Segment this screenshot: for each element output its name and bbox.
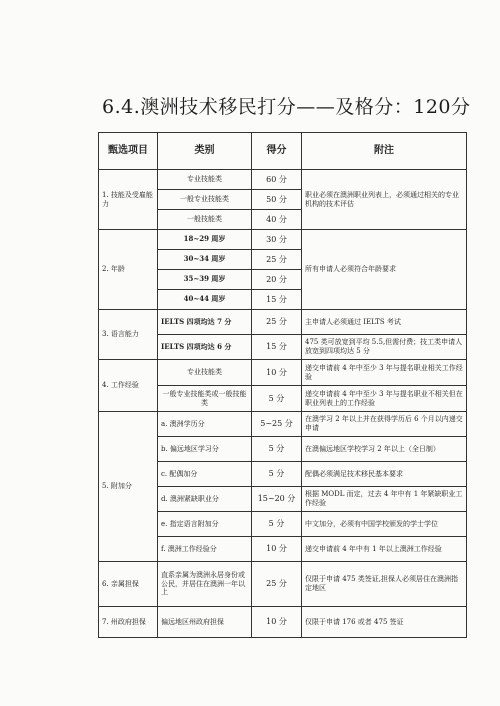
note-cell: 475 类可放宽到平均 5.5,但需付费；技工类申请人放宽到四项均达 5 分: [302, 335, 467, 360]
category-cell: e. 指定语言附加分: [158, 512, 252, 537]
note-cell: 中文加分，必须有中国学校颁发的学士学位: [302, 512, 467, 537]
item-cell: 7. 州政府担保: [99, 607, 158, 638]
item-cell: 3. 语言能力: [99, 310, 158, 360]
category-cell: 一般技能类: [158, 210, 252, 230]
score-cell: 50 分: [252, 190, 302, 210]
category-cell: a. 澳洲学历分: [158, 412, 252, 437]
score-cell: 20 分: [252, 270, 302, 290]
score-cell: 60 分: [252, 170, 302, 190]
category-cell: 专业技能类: [158, 170, 252, 190]
item-cell: 5. 附加分: [99, 412, 158, 562]
score-cell: 25 分: [252, 562, 302, 607]
table-header-row: [99, 133, 467, 170]
note-cell: 仅限于申请 475 类签证,担保人必须居住在澳洲指定地区: [302, 562, 467, 607]
page-title: 6.4.澳洲技术移民打分——及格分：120分: [102, 96, 471, 118]
note-cell: 根据 MODL 而定，过去 4 年中有 1 年紧缺职业工作经验: [302, 487, 467, 512]
header-item: 甄选项目: [99, 133, 158, 170]
category-cell: 直系亲属为澳洲永居身份或公民，并居住在澳洲一年以上: [158, 562, 252, 607]
item-cell: 6. 亲属担保: [99, 562, 158, 607]
category-cell: b. 偏远地区学习分: [158, 437, 252, 462]
score-cell: 30 分: [252, 230, 302, 250]
score-cell: 5 分: [252, 512, 302, 537]
score-cell: 10 分: [252, 360, 302, 386]
category-cell: 30~34 周岁: [158, 250, 252, 270]
note-cell: 递交申请前 4 年中至少 3 年与提名职业相关工作经验: [302, 360, 467, 386]
category-cell: 35~39 周岁: [158, 270, 252, 290]
score-cell: 5 分: [252, 437, 302, 462]
note-cell: 在澳偏远地区学校学习 2 年以上（全日制）: [302, 437, 467, 462]
category-cell: 一般专业技能类或一般技能类: [158, 386, 252, 412]
category-cell: IELTS 四项均达 7 分: [158, 310, 252, 335]
score-cell: 10 分: [252, 607, 302, 638]
category-cell: 18~29 周岁: [158, 230, 252, 250]
score-cell: 5~25 分: [252, 412, 302, 437]
score-cell: 15 分: [252, 290, 302, 310]
note-cell: 配偶必须满足技术移民基本要求: [302, 462, 467, 487]
header-category: 类别: [158, 133, 252, 170]
table-row: [99, 562, 467, 607]
table-row: [99, 607, 467, 638]
score-cell: 5 分: [252, 386, 302, 412]
note-cell: 职业必须在澳洲职业列表上，必须通过相关的专业机构的技术评估: [302, 170, 467, 230]
score-cell: 15 分: [252, 335, 302, 360]
category-cell: d. 澳洲紧缺职业分: [158, 487, 252, 512]
category-cell: IELTS 四项均达 6 分: [158, 335, 252, 360]
score-cell: 25 分: [252, 310, 302, 335]
note-cell: 仅限于申请 176 或者 475 签证: [302, 607, 467, 638]
note-cell: 主申请人必须通过 IELTS 考试: [302, 310, 467, 335]
category-cell: 专业技能类: [158, 360, 252, 386]
header-score: 得分: [252, 133, 302, 170]
category-cell: 一般专业技能类: [158, 190, 252, 210]
table-row: [99, 230, 467, 250]
score-cell: 25 分: [252, 250, 302, 270]
category-cell: c. 配偶加分: [158, 462, 252, 487]
note-cell: 递交申请前 4 年中至少 3 年与提名职业不相关但在职业列表上的工作经验: [302, 386, 467, 412]
header-note: 附注: [302, 133, 467, 170]
table-row: [99, 412, 467, 437]
score-cell: 10 分: [252, 537, 302, 562]
item-cell: 2. 年龄: [99, 230, 158, 310]
table-row: [99, 310, 467, 335]
points-table: [98, 132, 467, 638]
score-cell: 15~20 分: [252, 487, 302, 512]
table-row: [99, 360, 467, 386]
score-cell: 5 分: [252, 462, 302, 487]
note-cell: 所有申请人必须符合年龄要求: [302, 230, 467, 310]
item-cell: 1. 技能及受雇能力: [99, 170, 158, 230]
category-cell: f. 澳洲工作经验分: [158, 537, 252, 562]
note-cell: 递交申请前 4 年中有 1 年以上澳洲工作经验: [302, 537, 467, 562]
score-cell: 40 分: [252, 210, 302, 230]
note-cell: 在澳学习 2 年以上并在获得学历后 6 个月以内递交申请: [302, 412, 467, 437]
category-cell: 40~44 周岁: [158, 290, 252, 310]
item-cell: 4. 工作经验: [99, 360, 158, 412]
category-cell: 偏远地区州政府担保: [158, 607, 252, 638]
table-row: [99, 170, 467, 190]
